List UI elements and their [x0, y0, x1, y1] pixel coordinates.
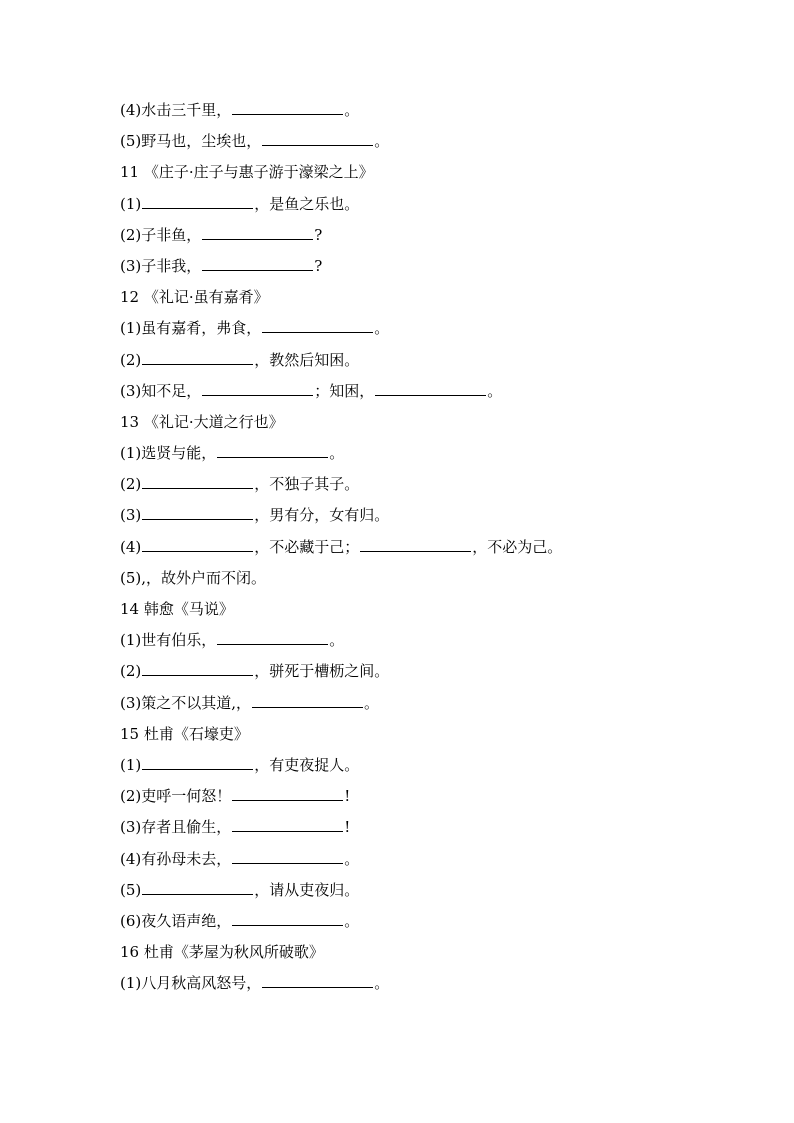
question-text: (1)世有伯乐， — [120, 631, 217, 650]
question-text: (2)吏呼一何怒！ — [120, 787, 232, 806]
question-text: 。 — [344, 911, 360, 930]
answer-blank[interactable] — [232, 911, 343, 926]
section-heading — [120, 407, 720, 438]
question-line — [120, 968, 720, 999]
answer-blank[interactable] — [142, 505, 253, 520]
question-line — [120, 438, 720, 469]
heading-text: 15 杜甫《石壕吏》 — [120, 724, 249, 743]
question-line — [120, 376, 720, 407]
answer-blank[interactable] — [232, 817, 343, 832]
answer-blank[interactable] — [202, 381, 313, 396]
question-text: (2) — [120, 662, 142, 681]
answer-blank[interactable] — [142, 194, 253, 209]
answer-blank[interactable] — [262, 131, 373, 146]
question-text: ，不独子其子。 — [254, 475, 360, 494]
question-line — [120, 95, 720, 126]
answer-blank[interactable] — [142, 661, 253, 676]
question-line — [120, 126, 720, 157]
question-text: ，不必为己。 — [472, 537, 563, 556]
answer-blank[interactable] — [262, 318, 373, 333]
question-line — [120, 563, 720, 594]
answer-blank[interactable] — [232, 849, 343, 864]
question-text: 。 — [329, 631, 345, 650]
question-text: ? — [314, 256, 323, 275]
question-line — [120, 812, 720, 843]
question-text: (2) — [120, 475, 142, 494]
question-text: ! — [344, 787, 351, 806]
question-text: ，有吏夜捉人。 — [254, 755, 360, 774]
question-text: ? — [314, 225, 323, 244]
heading-text: 13 《礼记·大道之行也》 — [120, 412, 284, 431]
question-line — [120, 875, 720, 906]
question-text: (5) — [120, 880, 142, 899]
question-line — [120, 532, 720, 563]
question-text: 。 — [374, 319, 390, 338]
question-text: (3)存者且偷生， — [120, 818, 232, 837]
answer-blank[interactable] — [142, 350, 253, 365]
question-text: ! — [344, 818, 351, 837]
section-heading — [120, 594, 720, 625]
question-line — [120, 189, 720, 220]
question-line — [120, 656, 720, 687]
answer-blank[interactable] — [142, 880, 253, 895]
heading-text: 11 《庄子·庄子与惠子游于濠梁之上》 — [120, 163, 374, 182]
answer-blank[interactable] — [202, 256, 313, 271]
question-line — [120, 469, 720, 500]
question-text: (1) — [120, 755, 142, 774]
question-line — [120, 313, 720, 344]
question-text: 。 — [364, 693, 380, 712]
answer-blank[interactable] — [375, 381, 486, 396]
question-text: 。 — [374, 132, 390, 151]
question-line — [120, 750, 720, 781]
question-line — [120, 781, 720, 812]
answer-blank[interactable] — [232, 786, 343, 801]
section-heading — [120, 157, 720, 188]
question-text: 。 — [344, 849, 360, 868]
question-line — [120, 906, 720, 937]
question-line — [120, 625, 720, 656]
question-line — [120, 500, 720, 531]
answer-blank[interactable] — [142, 755, 253, 770]
section-heading — [120, 282, 720, 313]
question-text: ，是鱼之乐也。 — [254, 194, 360, 213]
question-line — [120, 345, 720, 376]
question-text: (1)选贤与能， — [120, 444, 217, 463]
question-text: (4) — [120, 537, 142, 556]
question-text: ；知困， — [314, 381, 375, 400]
answer-blank[interactable] — [217, 630, 328, 645]
question-line — [120, 251, 720, 282]
answer-blank[interactable] — [217, 443, 328, 458]
question-text: 。 — [374, 974, 390, 993]
question-text: (2)子非鱼， — [120, 225, 202, 244]
answer-blank[interactable] — [142, 537, 253, 552]
section-heading — [120, 937, 720, 968]
answer-blank[interactable] — [360, 537, 471, 552]
question-text: ，教然后知困。 — [254, 350, 360, 369]
question-text: (5)野马也，尘埃也， — [120, 132, 262, 151]
document-page — [120, 95, 720, 999]
question-text: ，不必藏于己； — [254, 537, 360, 556]
question-line — [120, 844, 720, 875]
heading-text: 16 杜甫《茅屋为秋风所破歌》 — [120, 943, 324, 962]
question-text: (3)子非我， — [120, 256, 202, 275]
question-line — [120, 220, 720, 251]
answer-blank[interactable] — [262, 973, 373, 988]
answer-blank[interactable] — [232, 100, 343, 115]
question-text: 。 — [329, 444, 345, 463]
question-text: (1)八月秋高风怒号， — [120, 974, 262, 993]
question-text: (6)夜久语声绝， — [120, 911, 232, 930]
question-text: (3) — [120, 506, 142, 525]
question-text: (4)水击三千里， — [120, 101, 232, 119]
question-text: ，骈死于槽枥之间。 — [254, 662, 390, 681]
question-text: (4)有孙母未去， — [120, 849, 232, 868]
question-text: (2) — [120, 350, 142, 369]
heading-text: 12 《礼记·虽有嘉肴》 — [120, 288, 269, 307]
question-text: (3)策之不以其道,， — [120, 693, 252, 712]
heading-text: 14 韩愈《马说》 — [120, 600, 234, 618]
question-text: ，男有分，女有归。 — [254, 506, 390, 525]
question-text: (1)虽有嘉肴，弗食， — [120, 319, 262, 338]
question-text: 。 — [344, 101, 360, 119]
question-text: (1) — [120, 194, 142, 213]
question-text: (5),，故外户而不闭。 — [120, 568, 267, 587]
answer-blank[interactable] — [142, 474, 253, 489]
section-heading — [120, 719, 720, 750]
question-text: (3)知不足， — [120, 381, 202, 400]
answer-blank[interactable] — [202, 225, 313, 240]
question-text: 。 — [487, 381, 503, 400]
question-text: ，请从吏夜归。 — [254, 880, 360, 899]
answer-blank[interactable] — [252, 693, 363, 708]
question-line — [120, 688, 720, 719]
